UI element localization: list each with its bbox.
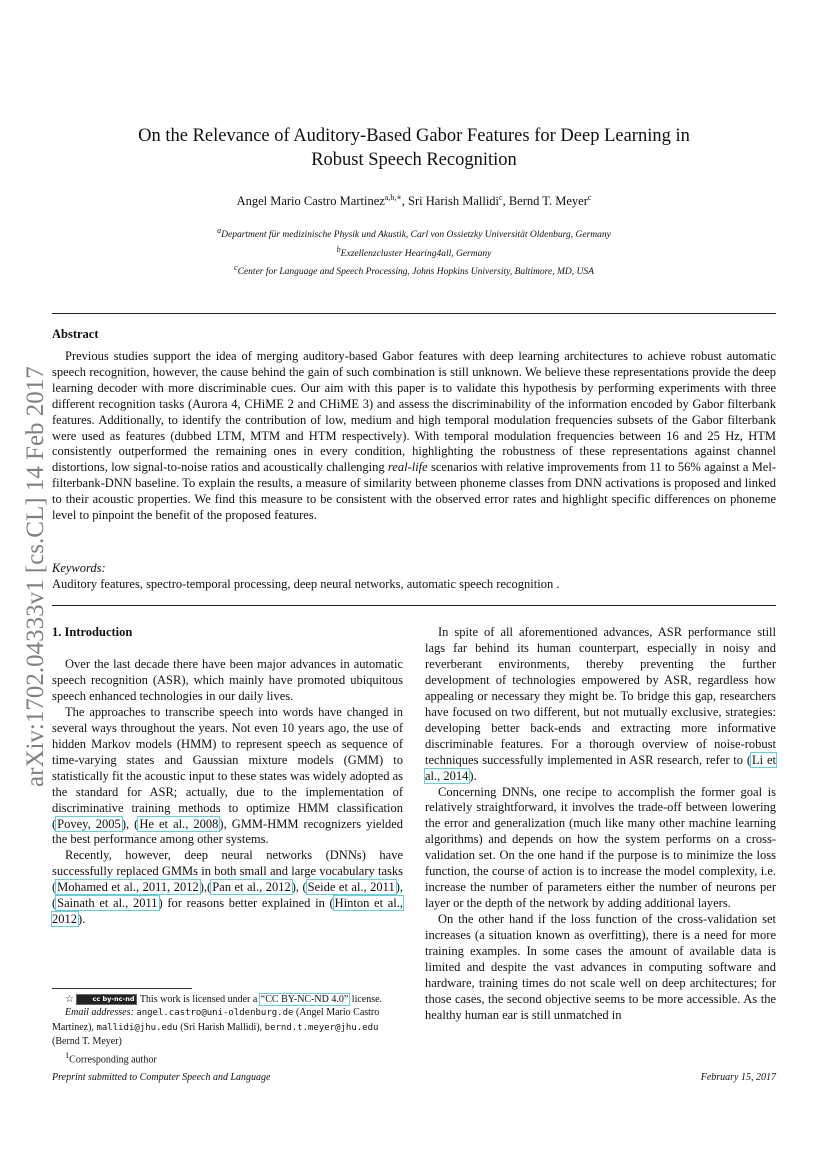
arxiv-sidebar-stamp: arXiv:1702.04333v1 [cs.CL] 14 Feb 2017 (22, 366, 49, 787)
license-footnote: ☆ cc by-nc-nd This work is licensed under a “CC BY-NC-ND 4.0” license. (65, 994, 383, 1005)
email-address[interactable]: angel.castro@uni-oldenburg.de (136, 1008, 294, 1019)
author-name: Bernd T. Meyer (508, 194, 588, 209)
footnote-divider (52, 988, 192, 989)
paragraph: Over the last decade there have been major advances in automatic speech recognition (ASR), which mainly have promoted ubiquitous speech enhanced technologies in our daily lives. (52, 657, 403, 703)
paragraph: The approaches to transcribe speech into words have changed in several ways throughout the years. Not even 10 years ago, the use of hidden Markov models (HMM) to represent speech as sequence of time-varying states and Gaussian mixture models (GMM) to statistically fit the acoustic input to these states was widely adopted as the standard for ASR; actually, due to the implementation of discriminative training methods to optimize HMM classification (Povey, 2005), (He et al., 2008), GMM-HMM recognizers yielded the best performance among other systems. (52, 704, 403, 847)
paper-title (90, 124, 738, 172)
title-line-2: Robust Speech Recognition (311, 150, 517, 170)
author-name: Angel Mario Castro Martinez (236, 194, 385, 209)
email-address[interactable]: bernd.t.meyer@jhu.edu (264, 1022, 379, 1033)
author-list: Angel Mario Castro Martinez$^{a,b,∗}$, Sri Harish Mallidi$^c$, Bernd T. Meyer$^c$ (236, 193, 592, 209)
citation-link[interactable]: Seide et al., 2011 (307, 880, 395, 895)
title-line-1: On the Relevance of Auditory-Based Gabor Features for Deep Learning in (138, 126, 690, 146)
affil-mark: a (217, 226, 222, 235)
affiliation-item (90, 243, 738, 262)
star-mark: ☆ (65, 994, 74, 1005)
affil-text: Exzellenzcluster Hearing4all, Germany (340, 248, 492, 259)
cc-license-icon[interactable]: cc by-nc-nd (76, 994, 137, 1005)
citation-link[interactable]: Sainath et al., 2011 (57, 896, 158, 911)
paragraph: Concerning DNNs, one recipe to accomplish the former goal is relatively straightforward, it involves the trade-off between lowering the error and generalization (much like many other machine learning algorithms) and depends on how the system performs on a cross-validation set. On the one hand if the purpose is to minimize the loss function, the course of action is to increase the model complexity, i.e. increase the number of parameters either the number of neurons per layer or the depth of the network by adding additional layers. (425, 784, 776, 911)
footer-venue: Preprint submitted to Computer Speech and Language (52, 1072, 271, 1083)
abstract-bottom-divider (52, 605, 776, 606)
section-heading-introduction: 1. Introduction (52, 625, 133, 639)
affil-text: Department für medizinische Physik und Akustik, Carl von Ossietzky Universität Oldenburg, Germany (221, 230, 611, 241)
footer-date: February 15, 2017 (700, 1072, 776, 1083)
right-column (425, 625, 776, 1024)
citation-link[interactable]: Povey, 2005 (57, 816, 121, 831)
email-footnote: Email addresses: angel.castro@uni-oldenburg.de (Angel Mario Castro Martinez), mallidi@jhu.edu (Sri Harish Mallidi), bernd.t.meyer@jhu.edu (Bernd T. Meyer) (52, 1007, 380, 1048)
author-affil-mark: a,b,∗ (384, 193, 402, 202)
affil-mark: b (336, 244, 341, 254)
paragraph: On the other hand if the loss function of the cross-validation set increases (a situation known as overfitting), there is a need for more training examples. In some cases the amount of available data is limited and despite the vast advances in computing software and hardware, training times do not scale well on deep architectures; for those cases, the second objective seems to be more accessible. As the healthy human ear is still unmatched in (425, 912, 776, 1022)
corresponding-footnote: $^1$Corresponding author (65, 1050, 157, 1065)
abstract-heading: Abstract (52, 327, 99, 341)
email-address[interactable]: mallidi@jhu.edu (96, 1022, 178, 1033)
citation-link[interactable]: Mohamed et al., 2011, 2012 (57, 880, 199, 895)
abstract-body: Previous studies support the idea of merging auditory-based Gabor features with deep learning architectures to achieve robust automatic speech recognition, however, the cause behind the gain of such combination is still unknown. We believe these representations provide the deep learning decoder with more discriminable cues. Our aim with this paper is to validate this hypothesis by performing experiments with three different recognition tasks (Aurora 4, CHiME 2 and CHiME 3) and assess the discriminability of the information encoded by Gabor filterbank features. Additionally, to identify the contribution of low, medium and high temporal modulation frequencies subsets of the Gabor filterbank were used as features (dubbed LTM, MTM and HTM respectively). With temporal modulation frequencies between 16 and 25 Hz, HTM consistently outperformed the remaining ones in every condition, highlighting the robustness of these representations against channel distortions, low signal-to-noise ratios and acoustically challenging real-life scenarios with relative improvements from 11 to 56% against a Mel-filterbank-DNN baseline. To explain the results, a measure of similarity between phoneme classes from DNN activations is proposed and linked to their acoustic properties. We find this measure to be consistent with the observed error rates and highlight specific differences on phoneme level to pinpoint the benefit of the proposed features. (52, 349, 776, 523)
affil-mark: c (234, 263, 238, 273)
affiliations (90, 224, 738, 280)
affiliation-item (90, 224, 738, 243)
affiliation-item (90, 261, 738, 280)
citation-link[interactable]: Li et al., 2014 (425, 752, 776, 783)
author-name: Sri Harish Mallidi (408, 194, 500, 209)
license-link[interactable]: “CC BY-NC-ND 4.0” (260, 994, 349, 1005)
keywords-heading: Keywords: (52, 561, 106, 575)
citation-link[interactable]: Pan et al., 2012 (212, 880, 291, 895)
left-column (52, 657, 403, 928)
author-affil-mark: c (587, 193, 592, 202)
footnotes (52, 993, 403, 1066)
citation-link[interactable]: He et al., 2008 (139, 816, 219, 831)
affil-text: Center for Language and Speech Processing, Johns Hopkins University, Baltimore, MD, USA (237, 267, 594, 278)
paragraph: Recently, however, deep neural networks (DNNs) have successfully replaced GMMs in both small and large vocabulary tasks (Mohamed et al., 2011, 2012),(Pan et al., 2012), (Seide et al., 2011), (Sainath et al., 2011) for reasons better explained in (Hinton et al., 2012). (52, 848, 404, 927)
paragraph: In spite of all aforementioned advances, ASR performance still lags far behind its human counterpart, especially in noisy and reverberant environments, thereby preventing the further development of technologies empowered by ASR, regardless how appealing or necessary they might be. To bridge this gap, researchers have focused on two different, but not mutually exclusive, strategies: developing better back-ends and extracting more informative discriminable features. For a thorough overview of noise-robust techniques successfully implemented in ASR research, refer to (Li et al., 2014). (425, 625, 776, 783)
citation-link[interactable]: Hinton et al., 2012 (52, 896, 404, 927)
top-divider (52, 313, 776, 314)
author-affil-mark: c (499, 193, 503, 202)
keywords-list: Auditory features, spectro-temporal processing, deep neural networks, automatic speech recognition . (52, 577, 560, 591)
